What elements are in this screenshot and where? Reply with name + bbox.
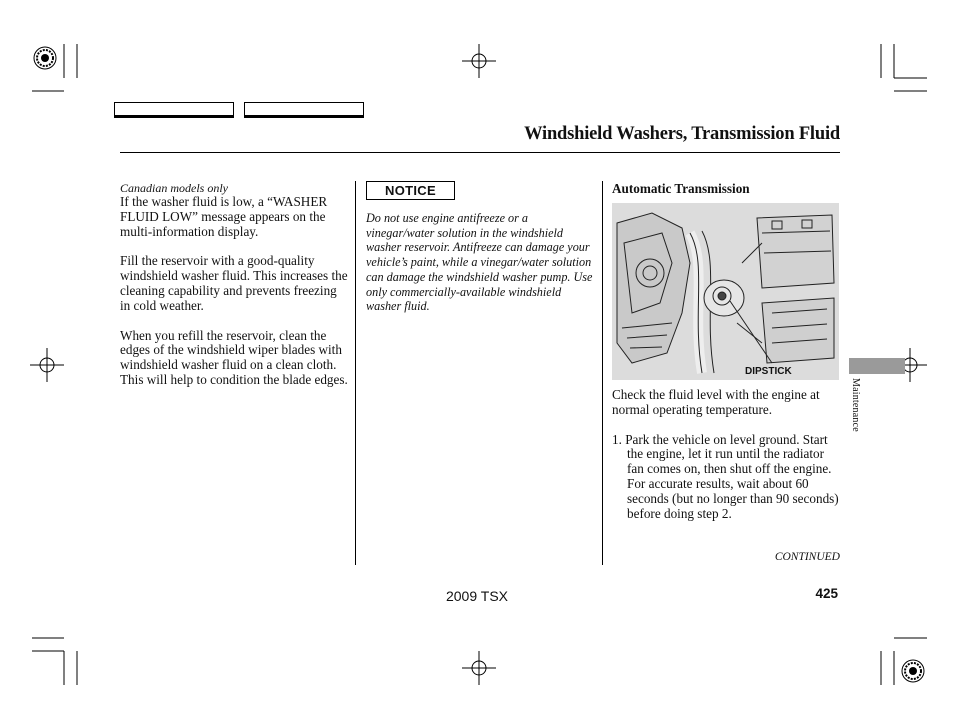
notice-text: Do not use engine antifreeze or a vinegar/water solution in the windshield washer reservoir. Antifreeze can damage your vehicle’s paint, while a vinegar/water solution can damage the windshield washer pump. Use only commercially-available windshield washer fluid. [366, 211, 593, 314]
paragraph-fill-reservoir: Fill the reservoir with a good-quality windshield washer fluid. This increases the cleaning capability and prevents freezing in cold weather. [120, 253, 348, 313]
step-1: 1. Park the vehicle on level ground. Start the engine, let it run until the radiator fan comes on, then shut off the engine. For accurate results, wait about 60 seconds (but no longer than 90 seconds) before doing step 2. [612, 431, 839, 521]
paragraph-clean-blades: When you refill the reservoir, clean the edges of the windshield wiper blades with windshield washer fluid on a clean cloth. This will help to condition the blade edges. [120, 327, 348, 387]
column-divider-2 [602, 181, 603, 565]
notice-label: NOTICE [366, 181, 455, 200]
page-title: Windshield Washers, Transmission Fluid [524, 124, 840, 144]
paragraph-check-level: Check the fluid level with the engine at normal operating temperature. [612, 387, 820, 417]
engine-bay-figure [612, 203, 839, 380]
canadian-note: Canadian models only [120, 181, 228, 195]
title-rule [120, 152, 840, 153]
header-tab-box-1 [114, 102, 234, 118]
paragraph-washer-low: If the washer fluid is low, a “WASHER FLUID LOW” message appears on the multi-information display. [120, 194, 328, 239]
dipstick-label: DIPSTICK [745, 366, 792, 377]
column-divider-1 [355, 181, 356, 565]
header-tab-box-2 [244, 102, 364, 118]
section-side-label: Maintenance [850, 378, 861, 432]
left-column [120, 181, 348, 403]
engine-illustration [612, 203, 839, 380]
footer-model: 2009 TSX [445, 588, 508, 604]
section-heading-automatic-transmission: Automatic Transmission [612, 181, 750, 196]
continued-label: CONTINUED [774, 551, 840, 563]
section-side-tab [849, 358, 905, 374]
page-number: 425 [815, 586, 838, 601]
right-column [612, 388, 840, 536]
